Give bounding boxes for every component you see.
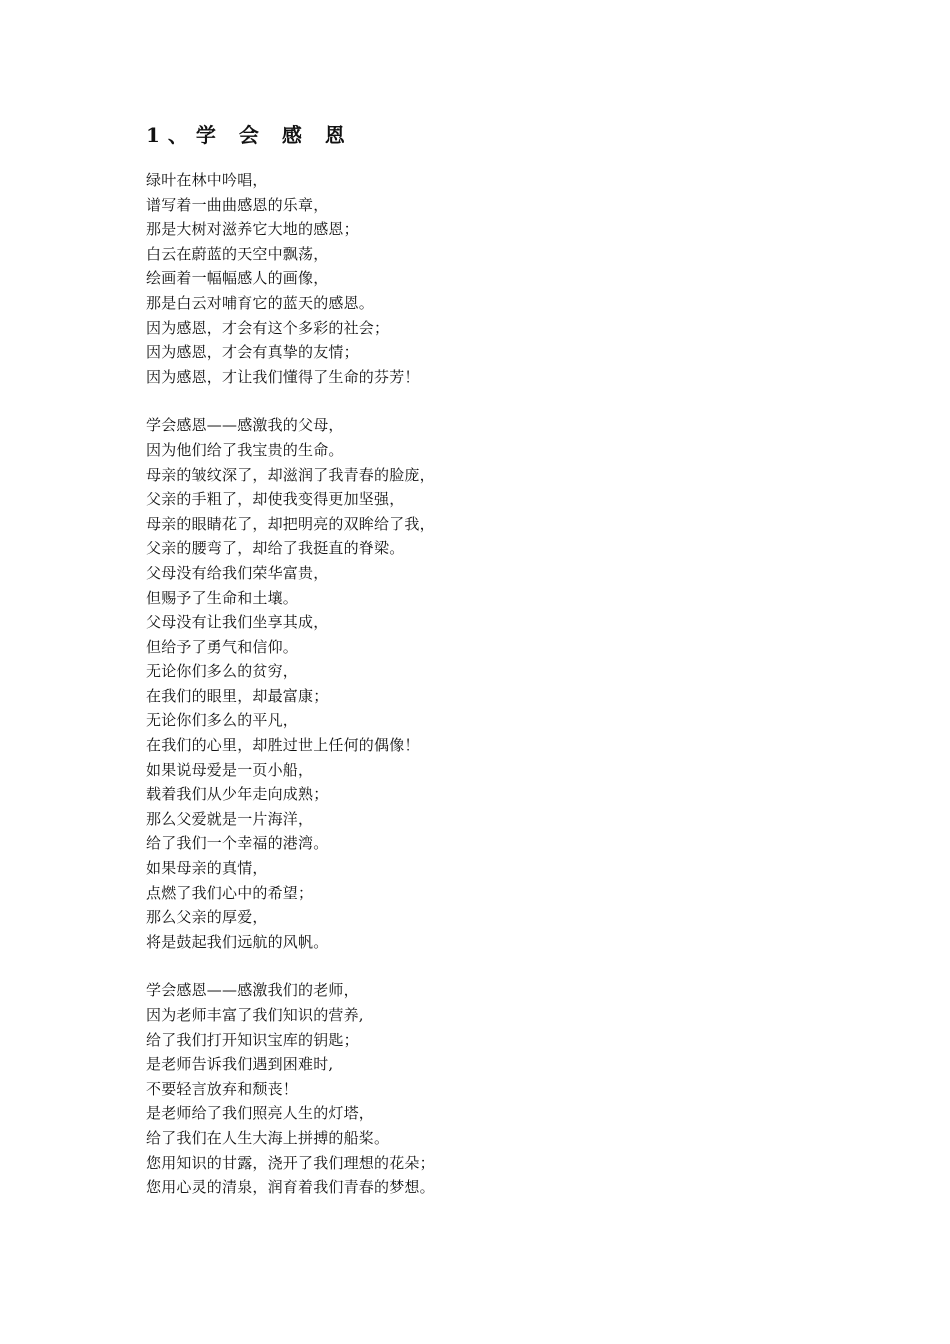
poem-line: 绘画着一幅幅感人的画像， xyxy=(146,269,329,288)
poem-line: 因为感恩，才让我们懂得了生命的芬芳！ xyxy=(146,367,420,386)
poem-line: 因为老师丰富了我们知识的营养, xyxy=(146,1006,364,1024)
poem-line: 那么父爱就是一片海洋， xyxy=(146,809,314,828)
poem-line: 是老师告诉我们遇到困难时, xyxy=(146,1055,334,1074)
poem-line: 谱写着一曲曲感恩的乐章， xyxy=(146,195,329,214)
poem-line: 无论你们多么的贫穷， xyxy=(146,662,299,681)
poem-line: 那是白云对哺育它的蓝天的感恩。 xyxy=(146,293,375,312)
poem-line: 载着我们从少年走向成熟； xyxy=(146,785,329,804)
poem-line: 如果母亲的真情， xyxy=(146,859,268,878)
poem-line: 父亲的腰弯了，却给了我挺直的脊梁。 xyxy=(146,539,405,558)
poem-line: 母亲的皱纹深了，却滋润了我青春的脸庞， xyxy=(146,465,435,484)
poem-line: 将是鼓起我们远航的风帆。 xyxy=(146,932,329,951)
poem-line: 在我们的心里，却胜过世上任何的偶像！ xyxy=(146,736,420,755)
stanza xyxy=(146,168,846,389)
poem-line: 如果说母爱是一页小船， xyxy=(146,760,314,779)
poem-line: 但给予了勇气和信仰。 xyxy=(146,637,299,656)
poem-line: 点燃了我们心中的希望； xyxy=(146,883,314,902)
poem-line: 无论你们多么的平凡， xyxy=(146,711,299,730)
poem-line: 给了我们在人生大海上拼搏的船桨。 xyxy=(146,1128,390,1147)
poem-line: 给了我们打开知识宝库的钥匙； xyxy=(146,1030,359,1049)
poem-line: 给了我们一个幸福的港湾。 xyxy=(146,834,329,853)
poem-line: 母亲的眼睛花了，却把明亮的双眸给了我， xyxy=(146,514,435,533)
poem-line: 是老师给了我们照亮人生的灯塔， xyxy=(146,1104,375,1123)
stanza xyxy=(146,978,846,1199)
document-page xyxy=(146,118,846,1224)
poem-line: 您用知识的甘露，浇开了我们理想的花朵； xyxy=(146,1153,435,1172)
poem-body xyxy=(146,168,846,1200)
poem-line: 因为感恩，才会有这个多彩的社会； xyxy=(146,318,390,337)
poem-line: 但赐予了生命和土壤。 xyxy=(146,588,299,607)
poem-line: 学会感恩——感激我的父母， xyxy=(146,416,344,435)
poem-line: 您用心灵的清泉，润育着我们青春的梦想。 xyxy=(146,1178,435,1197)
poem-line: 白云在蔚蓝的天空中飘荡， xyxy=(146,244,329,263)
poem-line: 因为他们给了我宝贵的生命。 xyxy=(146,440,344,459)
poem-line: 那么父亲的厚爱， xyxy=(146,908,268,927)
poem-line: 因为感恩，才会有真挚的友情； xyxy=(146,343,359,362)
poem-line: 学会感恩——感激我们的老师， xyxy=(146,981,359,1000)
poem-line: 父母没有给我们荣华富贵， xyxy=(146,563,329,582)
poem-line: 绿叶在林中吟唱， xyxy=(146,171,268,189)
poem-line: 不要轻言放弃和颓丧！ xyxy=(146,1079,299,1098)
stanza xyxy=(146,413,846,954)
poem-line: 在我们的眼里，却最富康； xyxy=(146,686,329,705)
poem-line: 父母没有让我们坐享其成， xyxy=(146,613,329,632)
document-title: 1、学 会 感 恩 xyxy=(146,123,353,147)
poem-line: 父亲的手粗了，却使我变得更加坚强， xyxy=(146,490,405,509)
poem-line: 那是大树对滋养它大地的感恩； xyxy=(146,220,359,239)
